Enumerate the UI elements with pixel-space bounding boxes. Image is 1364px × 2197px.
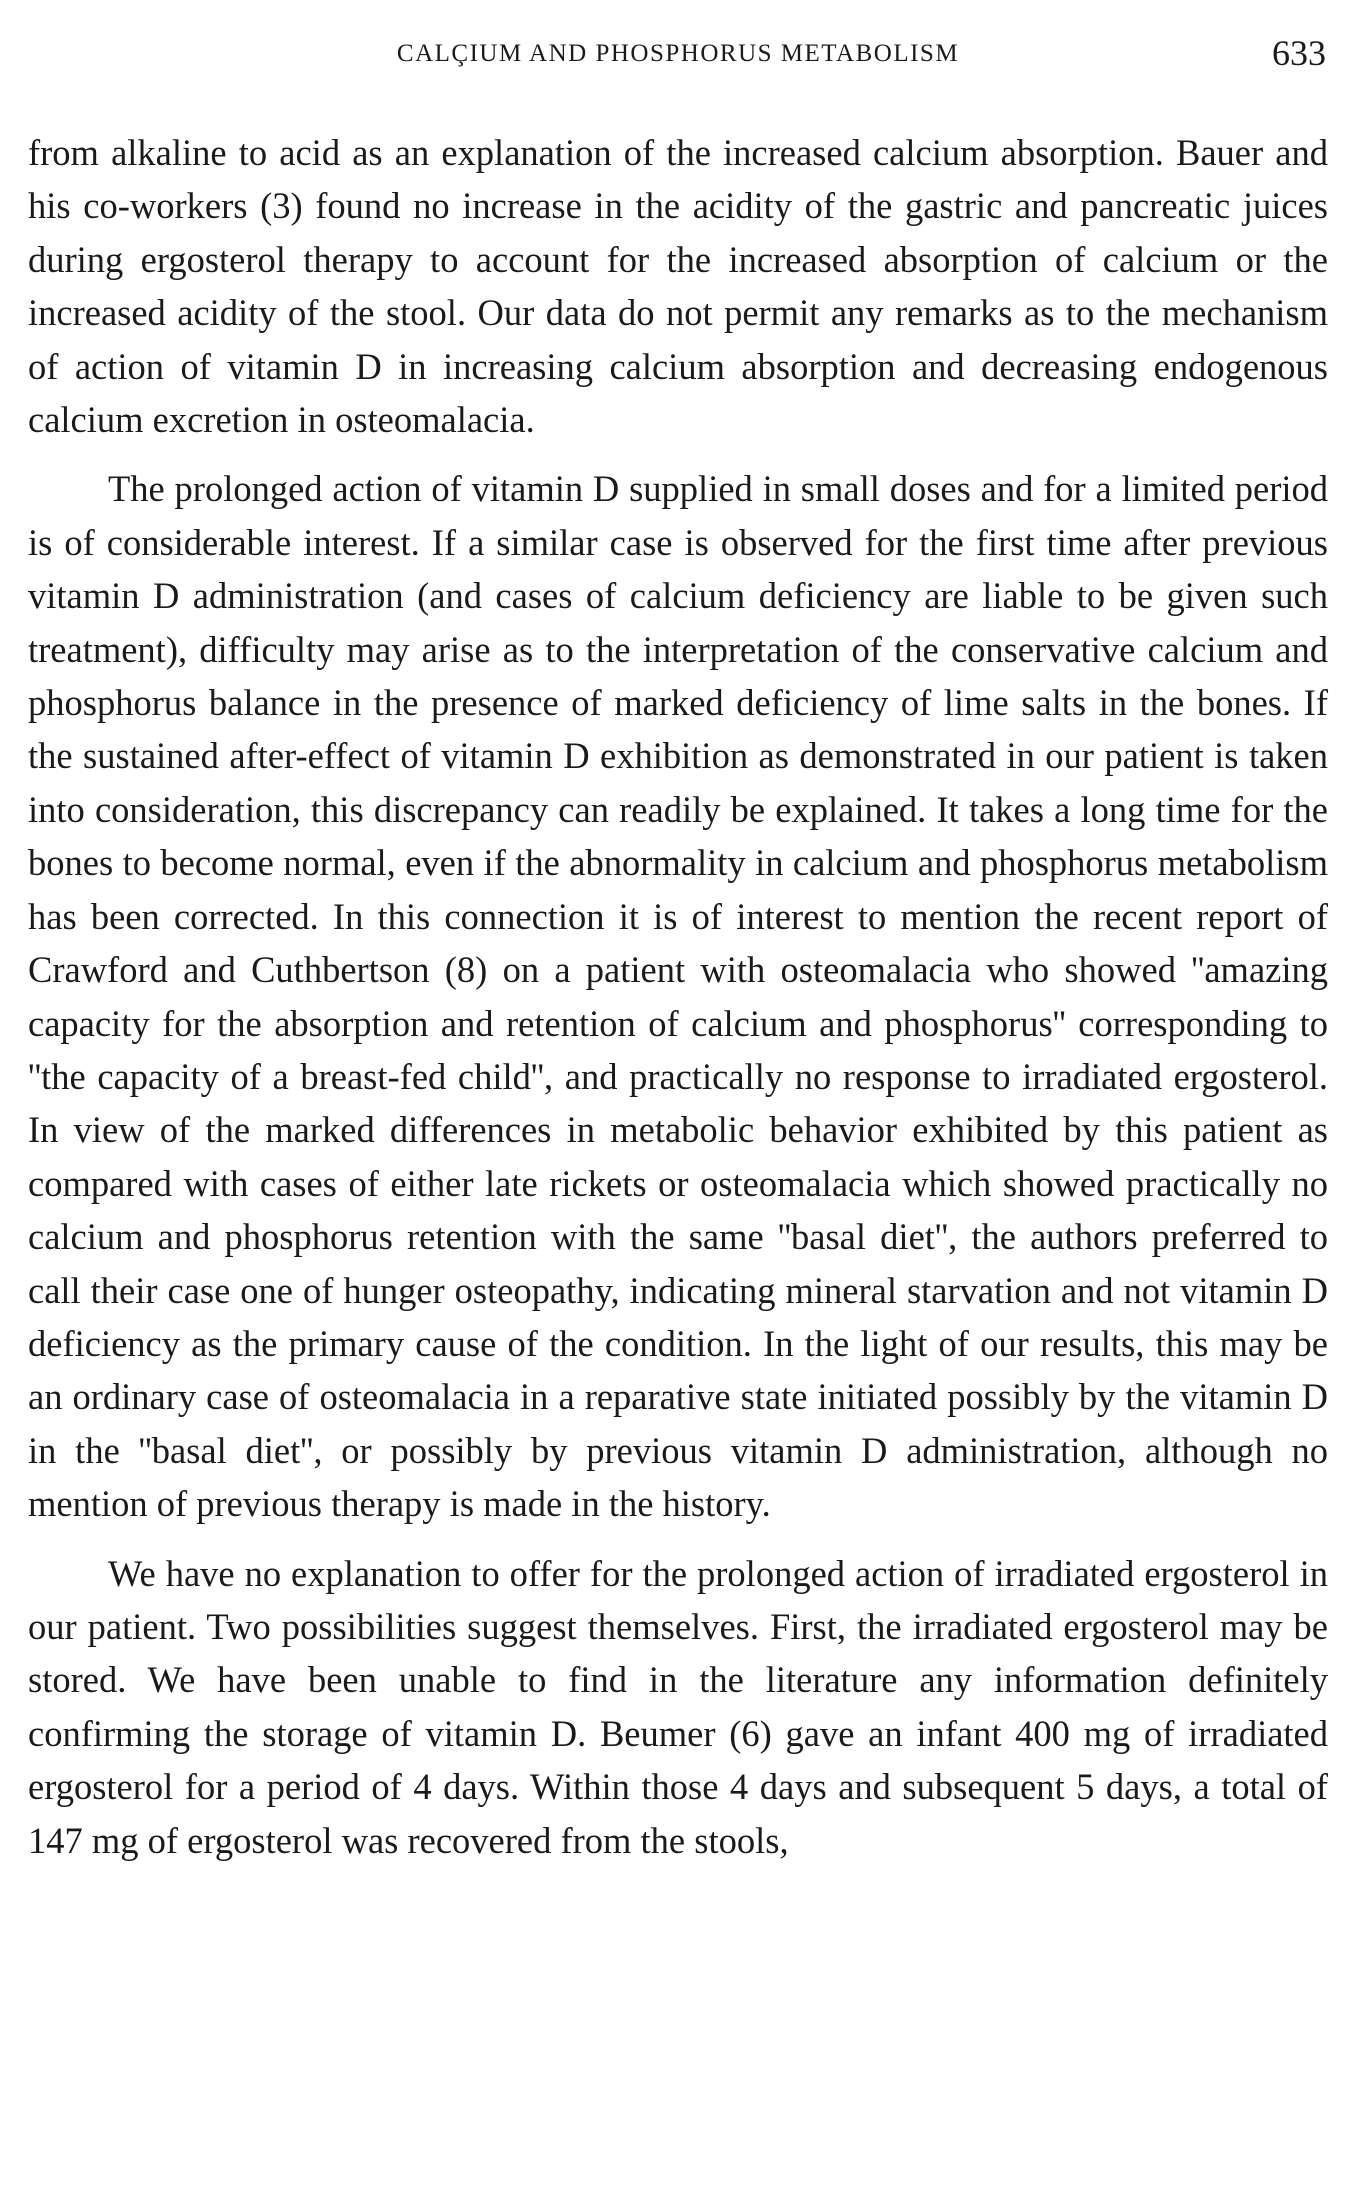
- running-head: [30, 32, 1326, 80]
- paragraph-1: from alkaline to acid as an explanation of the increased calcium absorption. Bauer and his co-workers (3) found no increase in the acidity of the gastric and pancreatic juices during ergosterol therapy to account for the increased absorption of calcium or the increased acidity of the stool. Our data do not permit any remarks as to the mechanism of action of vitamin D in increasing calcium absorption and decreasing endogenous calcium excretion in osteomalacia.: [28, 132, 1328, 441]
- body-text: [28, 126, 1328, 1867]
- page-number: 633: [1272, 33, 1326, 73]
- running-title: CALÇIUM AND PHOSPHORUS METABOLISM: [396, 40, 960, 67]
- paragraph-2: The prolonged action of vitamin D supplied in small doses and for a limited period is of considerable interest. If a similar case is observed for the first time after previous vitamin D administration (and cases of calcium deficiency are liable to be given such treatment), difficulty may arise as to the interpretation of the conservative calcium and phosphorus balance in the presence of marked deficiency of lime salts in the bones. If the sustained after-effect of vitamin D exhibition as demonstrated in our patient is taken into consideration, this discrepancy can readily be explained. It takes a long time for the bones to become normal, even if the abnormality in calcium and phosphorus metabolism has been corrected. In this connection it is of interest to mention the recent report of Crawford and Cuthbertson (8) on a patient with osteomalacia who showed ''amazing capacity for the absorption and retention of calcium and phosphorus'' corresponding to ''the capacity of a breast-fed child'', and practically no response to irradiated ergosterol. In view of the marked differences in metabolic behavior exhibited by this patient as compared with cases of either late rickets or osteomalacia which showed practically no calcium and phosphorus retention with the same ''basal diet'', the authors preferred to call their case one of hunger osteopathy, indicating mineral starvation and not vitamin D deficiency as the primary cause of the condition. In the light of our results, this may be an ordinary case of osteomalacia in a reparative state initiated possibly by the vitamin D in the ''basal diet'', or possibly by previous vitamin D administration, although no mention of previous therapy is made in the history.: [28, 468, 1328, 1525]
- paragraph-3: We have no explanation to offer for the prolonged action of irradiated ergosterol in our patient. Two possibilities suggest themselves. First, the irradiated ergosterol may be stored. We have been unable to find in the literature any information definitely confirming the storage of vitamin D. Beumer (6) gave an infant 400 mg of irradiated ergosterol for a period of 4 days. Within those 4 days and subsequent 5 days, a total of 147 mg of ergosterol was recovered from the stools,: [28, 1552, 1328, 1861]
